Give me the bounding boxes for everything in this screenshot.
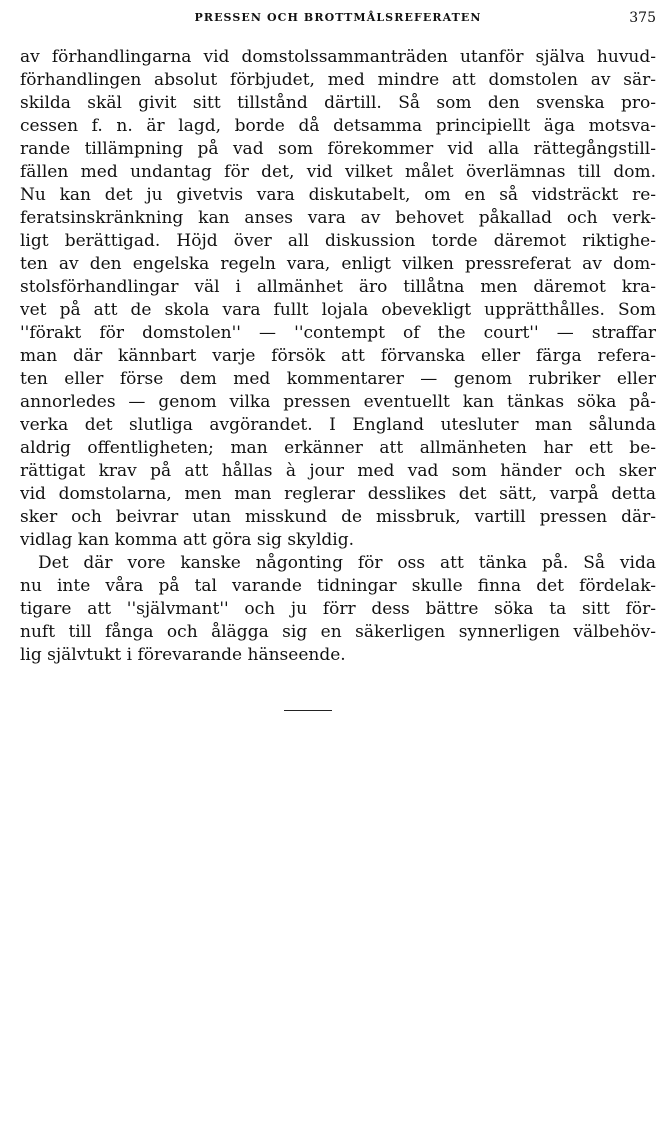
text-line: vet på att de skola vara fullt lojala obevekligt upprätthålles. Som — [20, 300, 656, 320]
text-line: skilda skäl givit sitt tillstånd därtill. Så som den svenska pro- — [20, 93, 656, 113]
text-line: vid domstolarna, men man reglerar desslikes det sätt, varpå detta — [20, 484, 656, 504]
text-line: rättigat krav på att hållas à jour med vad som händer och sker — [20, 461, 656, 481]
text-line: aldrig offentligheten; man erkänner att allmänheten har ett be- — [20, 438, 656, 458]
body-text — [20, 46, 656, 667]
text-line: ten av den engelska regeln vara, enligt vilken pressreferat av dom- — [20, 254, 656, 274]
text-line: Det där vore kanske någonting för oss att tänka på. Så vida — [38, 553, 656, 573]
text-line: ten eller förse dem med kommentarer — genom rubriker eller — [20, 369, 656, 389]
text-line: sker och beivrar utan misskund de missbruk, vartill pressen där- — [20, 507, 656, 527]
paragraph-2 — [20, 552, 656, 667]
text-line: av förhandlingarna vid domstolssammanträden utanför själva huvud- — [20, 47, 656, 67]
text-line: man där kännbart varje försök att förvanska eller färga refera- — [20, 346, 656, 366]
text-line: rande tillämpning på vad som förekommer vid alla rättegångstill- — [20, 139, 656, 159]
text-line: fällen med undantag för det, vid vilket målet överlämnas till dom. — [20, 162, 656, 182]
paragraph-1 — [20, 46, 656, 552]
text-line: verka det slutliga avgörandet. I England utesluter man sålunda — [20, 415, 656, 435]
text-line: stolsförhandlingar väl i allmänhet äro tillåtna men däremot kra- — [20, 277, 656, 297]
running-title: PRESSEN OCH BROTTMÅLSREFERATEN — [194, 11, 482, 24]
section-end-rule — [284, 710, 332, 711]
running-head — [20, 10, 656, 26]
text-line: lig självtukt i förevarande hänseende. — [20, 645, 346, 665]
text-line: förhandlingen absolut förbjudet, med mindre att domstolen av sär- — [20, 70, 656, 90]
text-line: ligt berättigad. Höjd över all diskussion torde däremot riktighe- — [20, 231, 656, 251]
text-line: nuft till fånga och ålägga sig en säkerligen synnerligen välbehöv- — [20, 622, 656, 642]
text-line: vidlag kan komma att göra sig skyldig. — [20, 530, 354, 550]
text-line: nu inte våra på tal varande tidningar skulle finna det fördelak- — [20, 576, 656, 596]
text-line: ''förakt för domstolen'' — ''contempt of the court'' — straffar — [20, 323, 656, 343]
page-number: 375 — [629, 10, 656, 26]
text-line: cessen f. n. är lagd, borde då detsamma principiellt äga motsva- — [20, 116, 656, 136]
text-line: annorledes — genom vilka pressen eventuellt kan tänkas söka på- — [20, 392, 656, 412]
text-line: feratsinskränkning kan anses vara av behovet påkallad och verk- — [20, 208, 656, 228]
text-line: tigare att ''självmant'' och ju förr dess bättre söka ta sitt för- — [20, 599, 656, 619]
text-line: Nu kan det ju givetvis vara diskutabelt, om en så vidsträckt re- — [20, 185, 656, 205]
